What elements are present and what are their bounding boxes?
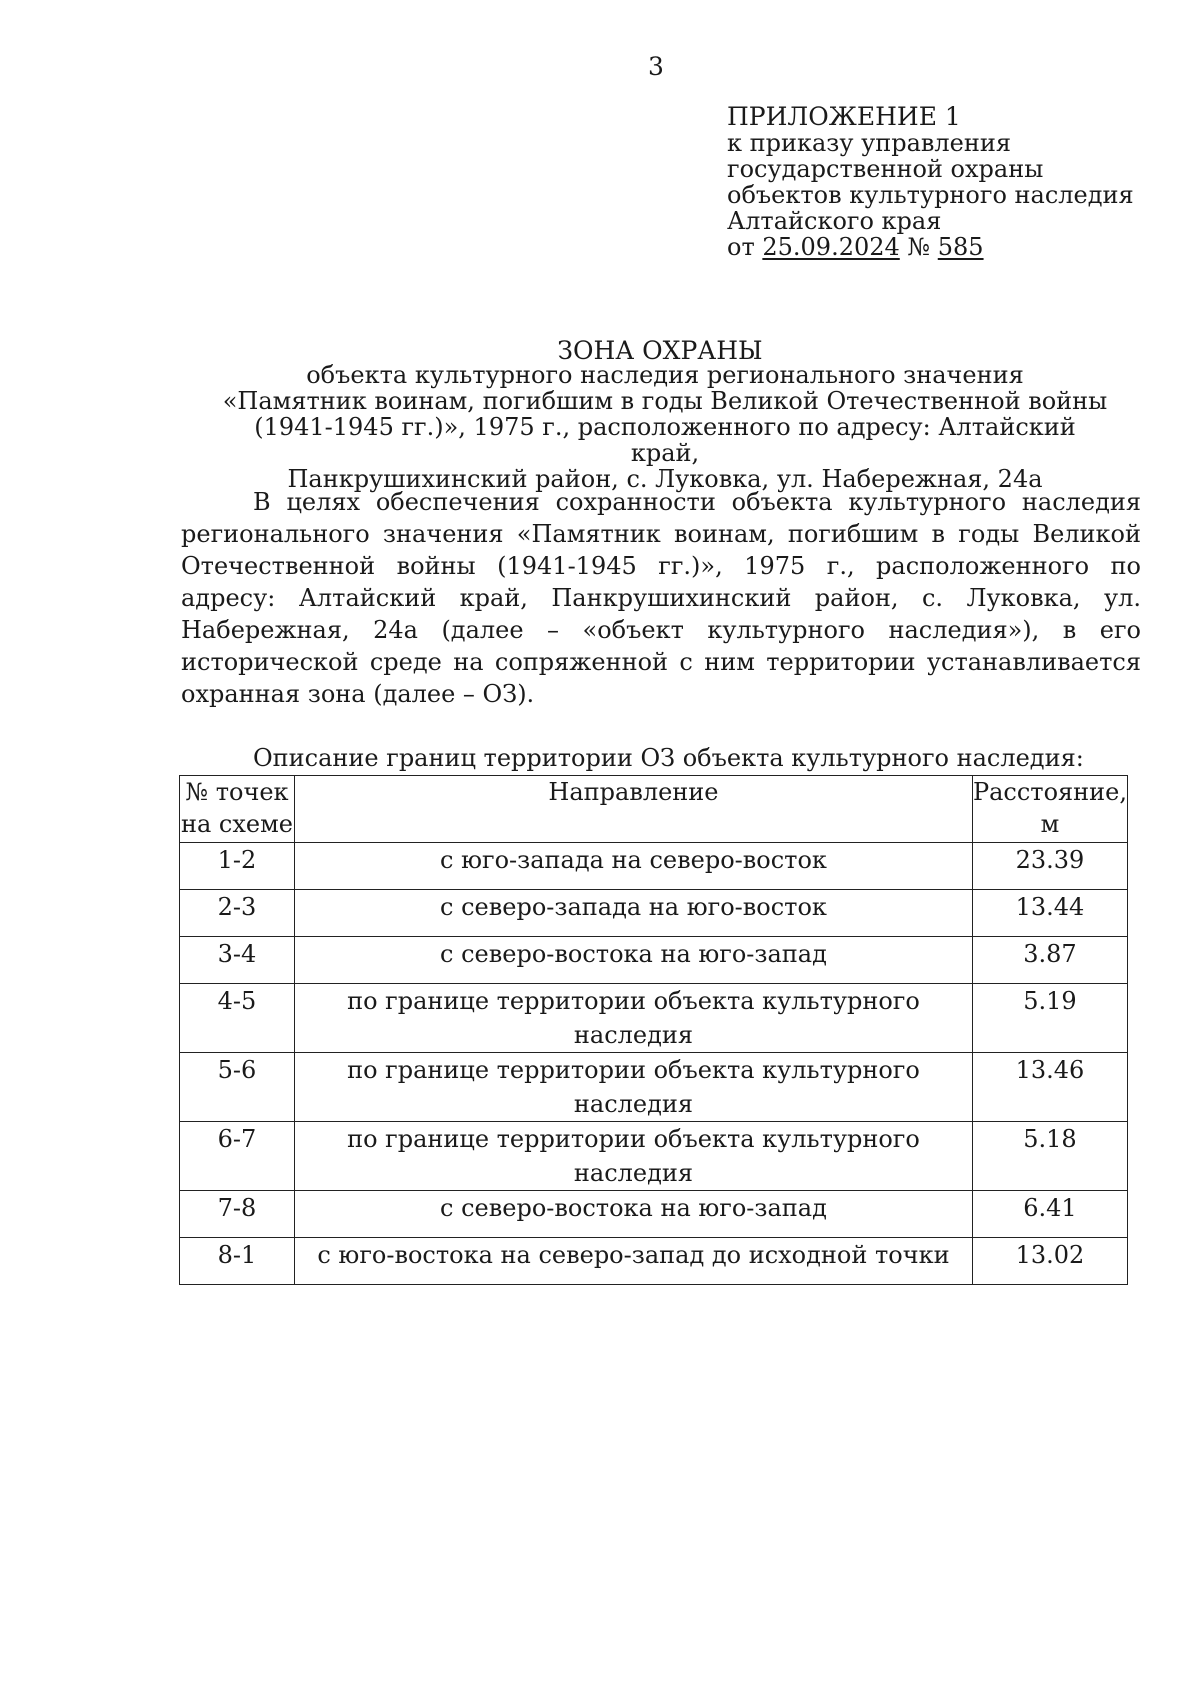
table-header-row xyxy=(180,776,1128,843)
appendix-line: объектов культурного наследия xyxy=(727,181,1134,209)
cell-points: 5-6 xyxy=(180,1053,295,1122)
cell-distance: 6.41 xyxy=(972,1191,1127,1238)
cell-direction: по границе территории объекта культурного наследия xyxy=(294,984,972,1053)
document-subtitle xyxy=(220,362,1110,492)
subtitle-line: «Памятник воинам, погибшим в годы Великой Отечественной войны xyxy=(222,387,1108,415)
cell-distance: 13.02 xyxy=(972,1238,1127,1285)
cell-distance: 13.44 xyxy=(972,890,1127,937)
cell-distance: 23.39 xyxy=(972,843,1127,890)
table-row xyxy=(180,1191,1128,1238)
number-prefix: № xyxy=(899,233,938,261)
cell-points: 2-3 xyxy=(180,890,295,937)
header-points-line: на схеме xyxy=(180,810,293,838)
cell-direction: с юго-запада на северо-восток xyxy=(294,843,972,890)
cell-points: 8-1 xyxy=(180,1238,295,1285)
header-distance-line: Расстояние, xyxy=(972,778,1127,806)
cell-points: 3-4 xyxy=(180,937,295,984)
appendix-title: ПРИЛОЖЕНИЕ 1 xyxy=(727,102,961,131)
appendix-date-line xyxy=(727,234,1134,260)
table-row xyxy=(180,843,1128,890)
cell-direction: по границе территории объекта культурного наследия xyxy=(294,1053,972,1122)
boundary-table xyxy=(179,775,1128,1285)
cell-points: 6-7 xyxy=(180,1122,295,1191)
subtitle-line: объекта культурного наследия регионального значения xyxy=(306,361,1024,389)
subtitle-line: (1941-1945 гг.)», 1975 г., расположенного по адресу: Алтайский край, xyxy=(254,413,1076,467)
page-number: 3 xyxy=(648,52,664,81)
table-row xyxy=(180,1238,1128,1285)
document-title: ЗОНА ОХРАНЫ xyxy=(557,336,763,365)
order-date: 25.09.2024 xyxy=(762,233,900,261)
cell-direction: по границе территории объекта культурного наследия xyxy=(294,1122,972,1191)
table-row xyxy=(180,1122,1128,1191)
table-row xyxy=(180,1053,1128,1122)
cell-distance: 5.19 xyxy=(972,984,1127,1053)
appendix-header xyxy=(727,104,1134,260)
cell-points: 1-2 xyxy=(180,843,295,890)
header-points xyxy=(180,776,295,843)
cell-direction: с юго-востока на северо-запад до исходной точки xyxy=(294,1238,972,1285)
subtitle-line: Панкрушихинский район, с. Луковка, ул. Набережная, 24а xyxy=(287,465,1043,493)
header-direction: Направление xyxy=(294,776,972,843)
appendix-line: государственной охраны xyxy=(727,155,1044,183)
table-row xyxy=(180,937,1128,984)
cell-distance: 3.87 xyxy=(972,937,1127,984)
cell-direction: с северо-востока на юго-запад xyxy=(294,937,972,984)
cell-distance: 13.46 xyxy=(972,1053,1127,1122)
table-row xyxy=(180,890,1128,937)
cell-points: 4-5 xyxy=(180,984,295,1053)
header-points-line: № точек xyxy=(185,778,289,806)
date-prefix: от xyxy=(727,233,763,261)
appendix-line: к приказу управления xyxy=(727,129,1012,157)
header-distance xyxy=(972,776,1127,843)
appendix-line: Алтайского края xyxy=(727,207,942,235)
body-paragraph: В целях обеспечения сохранности объекта культурного наследия регионального значения «Памятник воинам, погибшим в годы Великой Отечественной войны (1941-1945 гг.)», 1975 г., расположенного по адресу: Алтайский край, Панкрушихинский район, с. Луковка, ул. Набережная, 24а (далее – «объект культурного наследия»), в его исторической среде на сопряженной с ним территории устанавливается охранная зона (далее – ОЗ). xyxy=(181,488,1141,708)
table-caption: Описание границ территории ОЗ объекта культурного наследия: xyxy=(253,744,1084,772)
cell-distance: 5.18 xyxy=(972,1122,1127,1191)
header-distance-line: м xyxy=(1040,810,1060,838)
order-number: 585 xyxy=(937,233,984,261)
cell-direction: с северо-востока на юго-запад xyxy=(294,1191,972,1238)
table-row xyxy=(180,984,1128,1053)
cell-direction: с северо-запада на юго-восток xyxy=(294,890,972,937)
cell-points: 7-8 xyxy=(180,1191,295,1238)
